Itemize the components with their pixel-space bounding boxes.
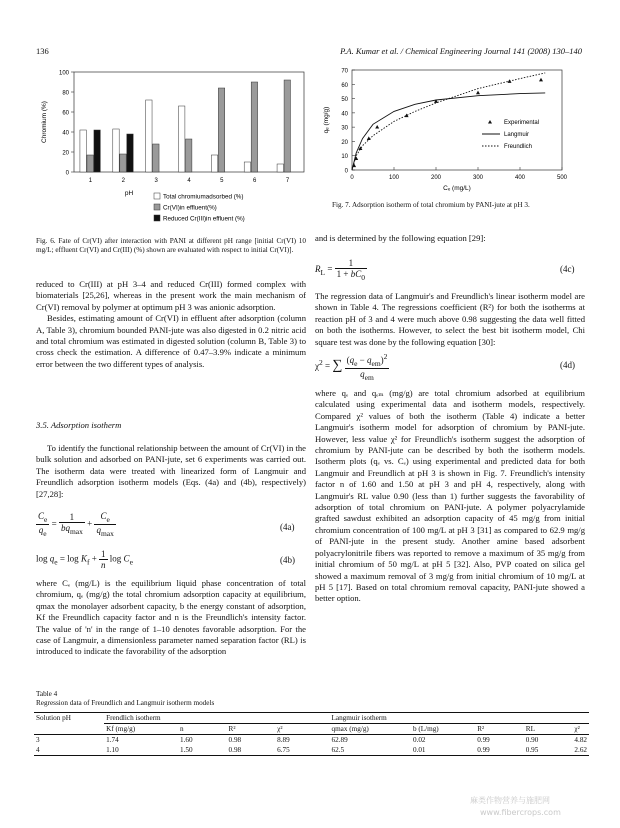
x-tick-label: 400 [514, 175, 526, 181]
table-cell: 0.98 [228, 736, 242, 744]
table-header-ph: Solution pH [36, 714, 71, 722]
x-axis-label: pH [124, 190, 134, 197]
equation-4b: $\log q_e = \log K_f$ + $\frac{1}{n}$ $\log C_e$ [36, 549, 133, 570]
table-row [34, 735, 589, 746]
table-cell: 1.10 [106, 746, 119, 754]
x-tick-label: 500 [556, 175, 568, 181]
table-cell: 3 [36, 736, 40, 744]
x-tick-label: 6 [253, 178, 257, 184]
bar [94, 130, 100, 172]
table-cell: 0.02 [412, 736, 426, 744]
table-subheader: R² [475, 724, 524, 735]
table-subheader: χ² [275, 724, 329, 735]
bar [179, 106, 185, 172]
x-tick-label: 4 [187, 178, 191, 184]
data-point [375, 125, 379, 129]
bar [87, 155, 93, 172]
equation-4a-number: (4a) [280, 522, 295, 532]
legend-label: Cr(VI)in effluent(%) [163, 204, 217, 212]
right-paragraph-3: where qₑ and qₑₘ (mg/g) are total chromium adsorbed at equilibrium calculated using experimental data and isotherm models, respectively. Compared χ² values of both the isotherm (Table 4) indicate a better Langmuir's isotherm model for adsorption of chromium by PANI-jute. However, less value χ² for Freundlich's isotherm suggest the adsorption of chromium by PANI-jute can be described by both the isotherm models. Isotherm plots (qₑ vs. Cₑ) using experimental and predicted data for both Langmuir and Freundlich at pH 3 is shown in Fig. 7. Freundlich's intensity factor n of 1.60 and 1.50 at pH 3 and pH 4, respectively, along with Langmuir's RL value 0.90 (less than 1) further suggests the favorability of adsorption of total chromium on PANI-jute. A polymer polyacrylamide grafted sawdust exhibited an adsorption capacity of 45 mg/g from initial chromium concentration of 100 mg/L at pH 3 [31] as compared to 62.9 mg/g of PANI-jute in the present study. Another amine based adsorbent polyacrylonitrile fibers was reported to remove a maximum of 35 mg/g from initial chromium of 50 mg/L at pH 5 [32]. Also, PVP coated on silica gel showed a maximum removal of 3 mg/g from initial chromium of 10 mg/L at pH 5 [17]. Based on total chromium removal capacity, PANI-jute showed a better option. [315, 388, 585, 604]
table-cell: 0.90 [525, 736, 539, 744]
y-tick-label: 20 [341, 139, 348, 146]
legend-marker [488, 120, 492, 124]
watermark-line2: www.fibercrops.com [480, 808, 561, 817]
bar [218, 88, 224, 172]
left-paragraph-1: reduced to Cr(III) at pH 3–4 and reduced Cr(III) formed complex with biomaterials [25,26], whereas in the present work the main mechanism of Cr(VI) removal by polymer at optimum pH 3 was anionic adsorption. [36, 279, 306, 312]
table-cell: 1.74 [106, 736, 119, 744]
bar [186, 139, 192, 172]
equation-4a: $\frac{C_e}{q_e}$ = $\frac{1}{bq_{max}}$ + $\frac{C_e}{q_{max}}$ [38, 511, 114, 538]
legend-label: Reduced Cr(III)in effluent (%) [163, 215, 245, 223]
legend-swatch [154, 193, 160, 199]
table-cell: 0.99 [477, 746, 490, 754]
y-tick-label: 0 [65, 170, 69, 177]
y-tick-label: 70 [341, 68, 348, 75]
equation-4d-number: (4d) [560, 360, 575, 370]
table-cell: 1.50 [179, 746, 193, 754]
x-tick-label: 100 [388, 175, 400, 181]
legend-label: Total chromiumadsorbed (%) [163, 193, 244, 201]
table-subheader: χ² [572, 724, 589, 735]
x-tick-label: 3 [154, 178, 158, 184]
bar [277, 164, 283, 172]
x-tick-label: 0 [350, 175, 354, 181]
page-number: 136 [36, 46, 49, 56]
y-tick-label: 60 [341, 82, 348, 89]
table-cell: 4 [36, 746, 40, 754]
y-tick-label: 40 [341, 111, 348, 118]
table4-title: Regression data of Freundlich and Langmuir isotherm models [36, 699, 215, 707]
table-row [34, 745, 589, 756]
left-paragraph-4: where Cₑ (mg/L) is the equilibrium liquid phase concentration of total chromium, qₑ (mg/g) the total chromium adsorption capacity at equilibrium, qmax the monolayer adsorbent capacity, b the energy constant of adsorption, Kf the Freundlich capacity factor and n is the Freundlich's intensity factor. The value of 'n' in the range of 1–10 denotes favorable adsorption. For the case of Langmuir, a dimensionless parameter named separation factor (RL) is introduced to indicate the favorability of the adsorption [36, 578, 306, 657]
watermark-line1: 麻类作物营养与施肥网 [470, 796, 550, 805]
data-point [405, 114, 409, 118]
x-tick-label: 5 [220, 178, 224, 184]
equation-4d: $\chi^2$ = ∑ $\frac{(q_e - q_{em})^2}{q_{em}}$ [315, 352, 388, 382]
right-paragraph-1: and is determined by the following equation [29]: [315, 233, 486, 243]
bar [251, 82, 257, 172]
bar [244, 162, 250, 172]
table-cell: 0.01 [412, 746, 426, 754]
y-tick-label: 80 [62, 90, 69, 97]
y-axis-label: Chromium (%) [41, 101, 48, 143]
y-tick-label: 0 [344, 168, 348, 175]
bar [113, 129, 119, 172]
data-point [476, 91, 480, 95]
bar [120, 154, 126, 172]
y-tick-label: 50 [341, 97, 348, 104]
table-cell: 62.89 [331, 736, 348, 744]
bar [127, 134, 133, 172]
legend-swatch [154, 204, 160, 210]
left-paragraph-3: To identify the functional relationship between the amount of Cr(VI) in the bulk solution and adsorbed on PANI-jute, set 6 experiments was carried out. The isotherm data were treated with linearized form of Langmuir and Freundlich adsorption isotherm models (Eqs. (4a) and (4b), respectively) [27,28]: [36, 443, 306, 499]
table-header-langmuir: Langmuir isotherm [331, 714, 387, 722]
bar [153, 144, 159, 172]
table-cell: 0.99 [477, 736, 490, 744]
data-point [508, 79, 512, 83]
table-cell: 62.5 [331, 746, 345, 754]
bar [284, 80, 290, 172]
x-tick-label: 1 [88, 178, 93, 184]
fig7-caption: Fig. 7. Adsorption isotherm of total chromium by PANI-jute at pH 3. [332, 201, 530, 209]
left-column [36, 279, 306, 370]
y-axis-label: qₑ (mg/g) [323, 106, 330, 134]
table4-label: Table 4 [36, 690, 58, 698]
x-tick-label: 200 [430, 175, 442, 181]
table-subheader: R² [227, 724, 276, 735]
right-paragraph-2: The regression data of Langmuir's and Freundlich's linear isotherm model are shown in Table 4. The regressions coefficient (R²) for both the isotherms at reaction pH of 3 and 4 were much above 0.98 suggesting the data well fitted on both the isotherms. However, to select the best bit isotherm model, Chi square test was done by the following equation [30]: [315, 291, 585, 347]
table4 [34, 712, 589, 756]
bar [80, 130, 86, 172]
running-title: P.A. Kumar et al. / Chemical Engineering Journal 141 (2008) 130–140 [340, 46, 582, 56]
x-tick-label: 7 [285, 178, 290, 184]
bar [211, 155, 217, 172]
y-tick-label: 10 [341, 154, 348, 161]
table-cell: 4.82 [574, 736, 587, 744]
table-cell: 1.60 [179, 736, 193, 744]
table-cell: 8.89 [277, 736, 290, 744]
fig6-chart [36, 62, 311, 232]
table-cell: 0.98 [228, 746, 242, 754]
fig6-caption: Fig. 6. Fate of Cr(VI) after interaction with PANI at different pH range [initial Cr(VI) 10 mg/L; effluent Cr(VI) and Cr(III) (%) shown are evaluated with respect to initial Cr(VI)]. [36, 237, 306, 255]
y-tick-label: 20 [62, 150, 69, 157]
table-header-freundlich: Frendlich isotherm [106, 714, 161, 722]
data-point [539, 78, 543, 82]
y-tick-label: 100 [58, 70, 69, 77]
legend-label: Freundlich [504, 144, 533, 150]
fig7-chart [316, 62, 586, 194]
legend-label: Experimental [504, 120, 540, 126]
table-subheader: RL [524, 724, 573, 735]
y-tick-label: 60 [62, 110, 69, 117]
x-axis-label: Cₑ (mg/L) [443, 185, 471, 192]
y-tick-label: 30 [341, 125, 348, 132]
left-paragraph-2: Besides, estimating amount of Cr(VI) in effluent after adsorption (column A, Table 3), chromium bounded PANI-jute was also digested in 0.2 nitric acid and total chromium was estimated in digested solution (column B, Table 3) to cross check the estimation. A difference of 0.47–3.9% indicate a minimum error between the two different types of analysis. [36, 313, 306, 369]
bar [146, 100, 152, 172]
legend-swatch [154, 215, 160, 221]
table-subheader: qmax (mg/g) [329, 724, 410, 735]
table-subheader: b (L/mg) [411, 724, 475, 735]
x-tick-label: 2 [121, 178, 125, 184]
equation-4b-number: (4b) [280, 555, 295, 565]
x-tick-label: 300 [472, 175, 484, 181]
table-cell: 2.62 [574, 746, 587, 754]
table-cell: 6.75 [277, 746, 290, 754]
table-subheader: n [178, 724, 227, 735]
table-cell: 0.95 [525, 746, 539, 754]
equation-4c: $R_L$ = $\frac{1}{1 + bC_0}$ [315, 258, 366, 282]
table-subheader: Kf (mg/g) [104, 724, 178, 735]
section-heading: 3.5. Adsorption isotherm [36, 420, 122, 430]
equation-4c-number: (4c) [560, 264, 575, 274]
y-tick-label: 40 [62, 130, 69, 137]
legend-label: Langmuir [504, 132, 530, 138]
